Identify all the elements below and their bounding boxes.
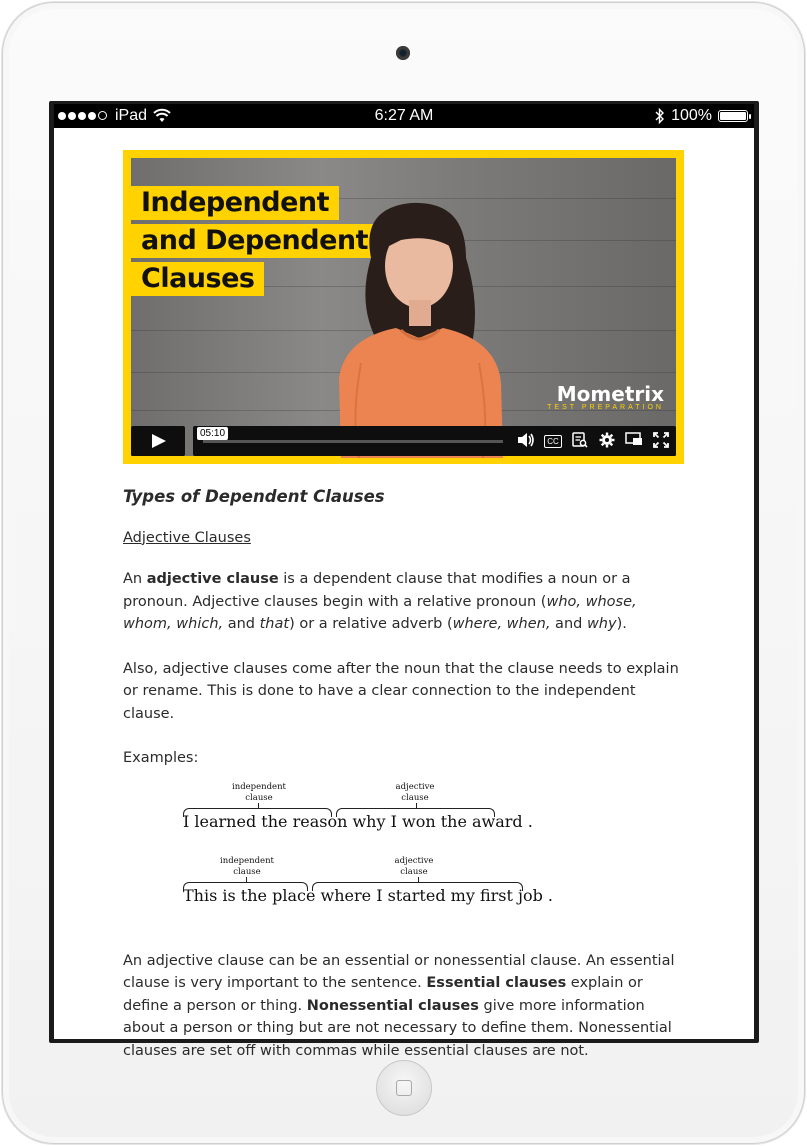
- video-title-line-2: and Dependent: [131, 224, 378, 258]
- control-bar: [193, 426, 676, 456]
- video-title-line-1: Independent: [131, 186, 339, 220]
- play-button[interactable]: [131, 426, 185, 456]
- examples-figure: [123, 782, 683, 930]
- brand-tagline: TEST PREPARATION: [547, 404, 664, 411]
- battery-percent: 100%: [671, 107, 712, 124]
- settings-icon[interactable]: [598, 432, 616, 453]
- pip-icon[interactable]: [625, 432, 643, 453]
- section-heading: Types of Dependent Clauses: [123, 487, 385, 506]
- label-independent-clause: independent clause: [220, 855, 274, 877]
- example-sentence-1: I learned the reason why I won the award .: [183, 811, 533, 831]
- screen: [54, 104, 754, 1059]
- brand-name: Mometrix: [556, 382, 664, 406]
- transcript-icon[interactable]: [571, 432, 589, 453]
- paragraph-essential: An adjective clause can be an essential or nonessential clause. An essential clause is very important to the sentence. Essential clauses explain or define a person or thing. Nonessential clauses give more information about a person or thing but are not necessary to define them. Nonessential clauses are set off with commas while essential clauses are not.: [123, 952, 675, 1059]
- mometrix-logo: [547, 382, 664, 411]
- subsection-heading: Adjective Clauses: [123, 529, 251, 546]
- progress-track[interactable]: [200, 428, 503, 443]
- label-adjective-clause: adjective clause: [394, 855, 434, 877]
- example-sentence-2: This is the place where I started my first job .: [183, 885, 554, 905]
- clock: 6:27 AM: [374, 107, 434, 124]
- camera-icon: [396, 46, 410, 60]
- battery-icon: [718, 110, 748, 122]
- volume-icon[interactable]: [517, 432, 535, 453]
- video-title-line-3: Clauses: [131, 262, 264, 296]
- label-adjective-clause: adjective clause: [395, 781, 435, 803]
- fullscreen-icon[interactable]: [652, 432, 670, 453]
- status-bar: [54, 104, 754, 128]
- video-frame[interactable]: [131, 158, 676, 456]
- carrier-label: iPad: [115, 107, 148, 124]
- video-player[interactable]: [123, 150, 684, 464]
- home-button[interactable]: [376, 1060, 432, 1116]
- presenter-image: [301, 188, 541, 458]
- examples-label: Examples:: [123, 750, 199, 766]
- paragraph-definition: An adjective clause is a dependent clause that modifies a noun or a pronoun. Adjective clauses begin with a relative pronoun (who, whose, whom, which, and that) or a relative adverb (where, when, and why).: [123, 571, 637, 632]
- cc-icon[interactable]: CC: [544, 435, 562, 448]
- article-body: [123, 486, 683, 1084]
- paragraph-placement: Also, adjective clauses come after the noun that the clause needs to explain or rename. This is done to have a clear connection to the independent clause.: [123, 660, 679, 722]
- bluetooth-icon: [655, 108, 665, 124]
- time-tooltip: 05:10: [197, 427, 228, 440]
- label-independent-clause: independent clause: [232, 781, 286, 803]
- video-controls: [131, 426, 676, 456]
